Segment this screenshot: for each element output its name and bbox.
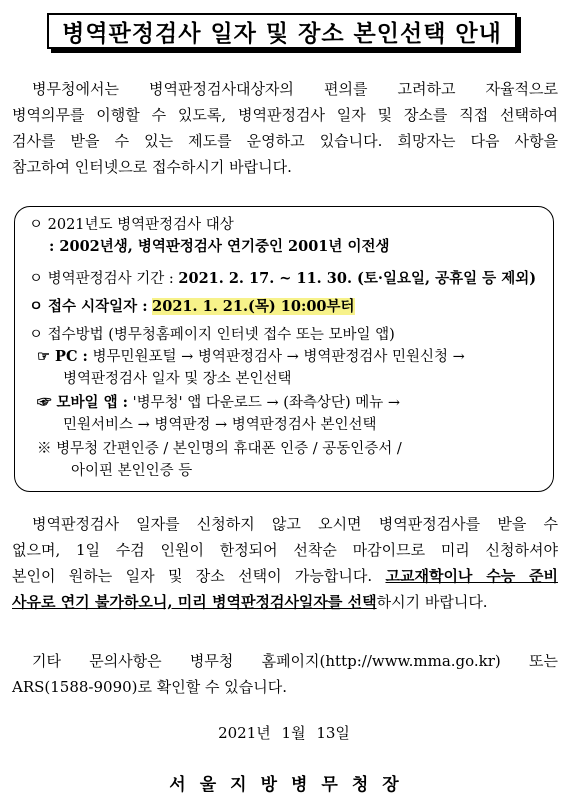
notice-line: 없으며, 1일 수검 인원이 한정되어 선착순 마감이므로 미리 신청하셔야 [12, 541, 558, 559]
pc-row [37, 347, 465, 367]
notice-line-4 [12, 589, 558, 615]
title-box [47, 13, 517, 49]
start-row [29, 297, 355, 317]
issuer-name: 서울지방병무청장 [169, 775, 413, 795]
mobile-path: '병무청' 앱 다운로드 → (좌측상단) 메뉴 → [132, 395, 400, 411]
method-label: ㅇ 접수방법 (병무청홈페이지 인터넷 접수 또는 모바일 앱) [29, 327, 395, 343]
mobile-label: ☞ 모바일 앱 : [37, 394, 129, 411]
pc-path-cont: 병역판정검사 일자 및 장소 본인선택 [63, 371, 292, 387]
notice-emphasis: 고교재학이나 수능 준비 [385, 567, 558, 585]
mobile-row [37, 393, 400, 413]
notice-text: 본인이 원하는 일자 및 장소 선택이 가능합니다. [12, 567, 373, 585]
contact-paragraph [12, 648, 558, 700]
intro-line: 병역의무를 이행할 수 있도록, 병역판정검사 일자 및 장소를 직접 선택하여 [12, 106, 558, 124]
intro-paragraph [12, 76, 558, 180]
info-box [14, 206, 554, 492]
target-value: : 2002년생, 병역판정검사 연기중인 2001년 이전생 [49, 238, 390, 255]
pc-label: ☞ PC : [37, 348, 88, 365]
notice-emphasis: 사유로 연기 불가하오니, 미리 병역판정검사일자를 선택 [12, 593, 377, 611]
period-row [29, 269, 536, 289]
title-banner [47, 13, 521, 53]
note-line: ※ 병무청 간편인증 / 본인명의 휴대폰 인증 / 공동인증서 / [37, 441, 402, 457]
target-label: ㅇ 2021년도 병역판정검사 대상 [29, 217, 234, 233]
contact-line: ARS(1588-9090)로 확인할 수 있습니다. [12, 678, 288, 696]
notice-text: 하시기 바랍니다. [376, 593, 488, 611]
intro-line: 참고하여 인터넷으로 접수하시기 바랍니다. [12, 158, 292, 176]
notice-paragraph [12, 511, 558, 615]
pc-path: 병무민원포털 → 병역판정검사 → 병역판정검사 민원신청 → [92, 349, 465, 365]
intro-line: 병무청에서는 병역판정검사대상자의 편의를 고려하고 자율적으로 [32, 80, 558, 98]
period-value: 2021. 2. 17. ~ 11. 30. (토·일요일, 공휴일 등 제외) [178, 270, 537, 287]
notice-line-3 [12, 563, 558, 589]
note-line-cont: 아이핀 본인인증 등 [71, 463, 193, 479]
document-title: 병역판정검사 일자 및 장소 본인선택 안내 [62, 20, 502, 47]
mobile-path-cont: 민원서비스 → 병역판정 → 병역판정검사 본인선택 [63, 417, 377, 433]
start-label: ㅇ 접수 시작일자 : [29, 298, 148, 315]
period-label: ㅇ 병역판정검사 기간 : [29, 271, 174, 287]
intro-line: 검사를 받을 수 있는 제도를 운영하고 있습니다. 희망자는 다음 사항을 [12, 132, 558, 150]
notice-line: 병역판정검사 일자를 신청하지 않고 오시면 병역판정검사를 받을 수 [32, 515, 558, 533]
document-date: 2021년 1월 13일 [218, 724, 350, 742]
start-value: 2021. 1. 21.(목) 10:00부터 [152, 298, 355, 315]
contact-line: 기타 문의사항은 병무청 홈페이지(http://www.mma.go.kr) 또는 [32, 652, 558, 670]
